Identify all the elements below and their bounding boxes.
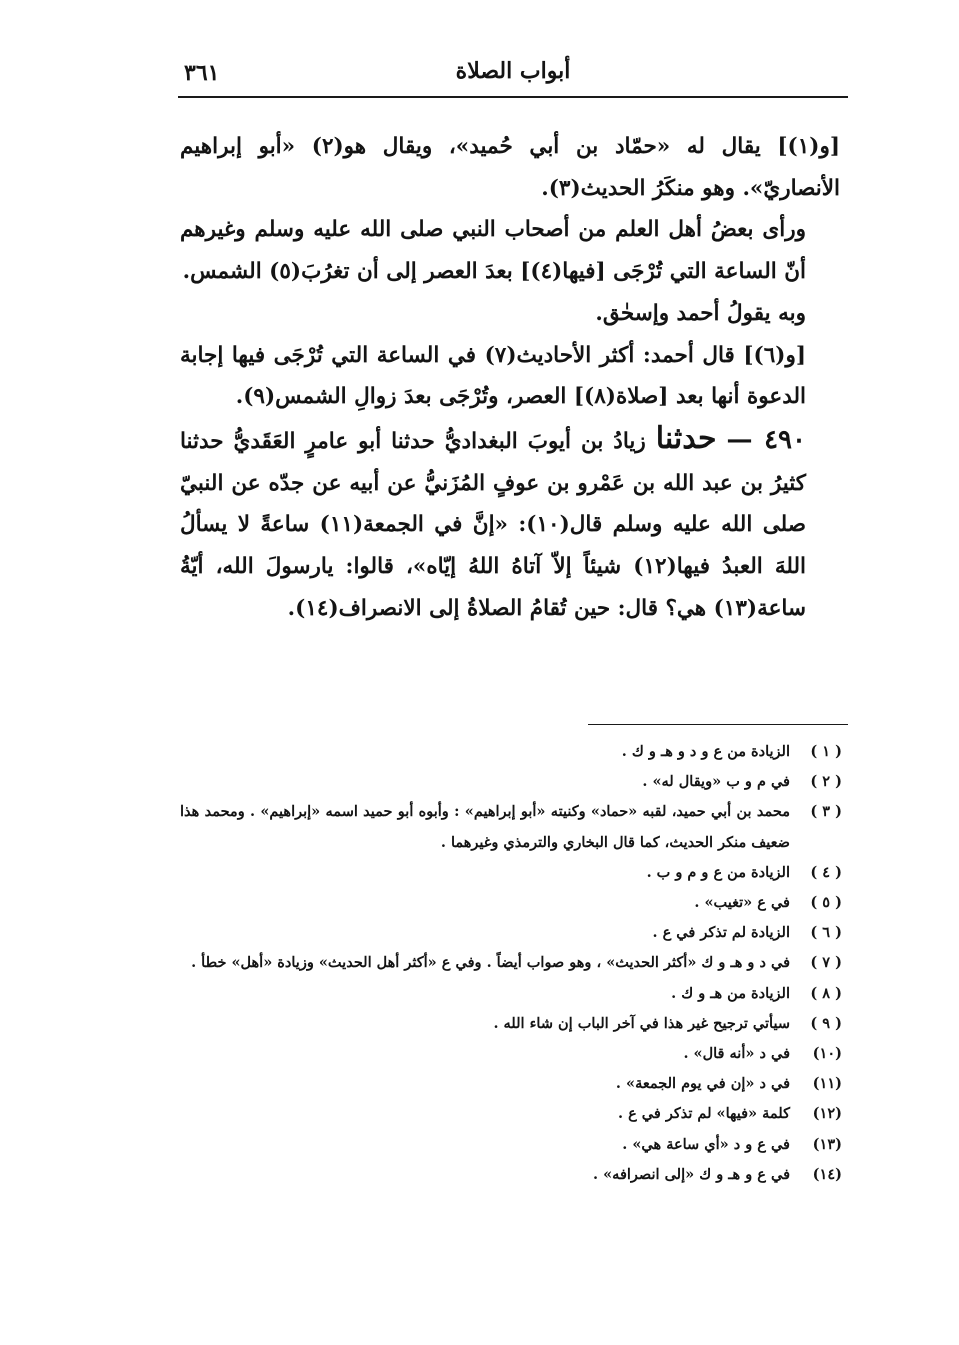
footnote-number: ( ٥ ) [810,894,842,912]
footnote-number: (١١) [812,1075,842,1093]
footnote-divider [588,724,848,725]
footnote-text: كلمة «فيها» لم تذكر في ع . [617,1105,790,1123]
footnote-text: في ع و د «أي ساعة هي» . [622,1135,790,1153]
paragraph-2: ورأى بعضُ أهل العلم من أصحاب النبي صلى الله عليه وسلم وغيرهم أنّ الساعة التي تُرْجَى [فيها(٤)] بعدَ العصر إلى أن تغرُبَ(٥) الشمس. [180,217,806,285]
footnote-item [180,858,842,888]
footnote-text: في ع و هـ و ك «إلى انصرافه» . [593,1165,790,1183]
footnote-item [180,737,842,767]
footnote-number: ( ٦ ) [810,924,842,942]
footnote-text: سيأتي ترجيح غير هذا في آخر الباب إن شاء الله . [493,1014,790,1032]
footnote-text: في د «إن في يوم الجمعة» . [615,1075,790,1093]
footnote-number: ( ٧ ) [810,954,842,972]
footnote-item [180,918,842,948]
footnote-text: في د «أنه قال» . [683,1045,790,1063]
footnote-number: ( ٤ ) [810,863,842,881]
footnote-text: الزيادة لم تذكر في ع . [652,924,790,942]
footnote-text: في ع «تغيب» . [694,894,790,912]
footnote-number: (١٠) [812,1045,842,1063]
paragraph-4: [و(٦)] قال أحمد: أكثر الأحاديث(٧) في الساعة التي تُرْجَى فيها إجابة الدعوة أنها بعد [صلاة(٨)] العصر، وتُرْجَى بعدَ زوالِ الشمس(٩). [180,342,806,410]
footnote-item [180,767,842,797]
footnote-item [180,1039,842,1069]
footnote-number: (١٤) [812,1165,842,1183]
footnote-item [180,888,842,918]
footnote-item [180,1009,842,1039]
footnote-item [180,1130,842,1160]
footnote-text: في م و ب «ويقال له» . [642,773,790,791]
hadith-text: زيادُ بن أيوبَ البغداديُّ حدثنا أبو عامرٍ العَقَديُّ حدثنا كثيرُ بن عبد الله بن عَمْرو بن عوفٍ المُزَنيُّ عن أبيه عن جدّه عن النبيّ صلى الله عليه وسلم قال(١٠): «إنَّ في الجمعة(١١) ساعةً لا يسألُ اللهَ العبدُ فيها(١٢) شيئاً إلاّ آتاهُ اللهُ إيّاه»، قالوا: يارسولَ الله، أيّةُ ساعة(١٣) هي؟ قال: حين تُقامُ الصلاةُ إلى الانصراف(١٤). [180,428,806,621]
footnote-text: الزيادة من هـ و ك . [671,984,790,1002]
main-text [180,126,840,629]
footnote-number: (١٣) [812,1135,842,1153]
footnote-item [180,797,842,857]
footnote-item [180,948,842,978]
page-number: ٣٦١ [184,60,220,86]
paragraph-3: وبه يقولُ أحمد وإسحٰق. [595,300,806,326]
footnote-item [180,1099,842,1129]
hadith-number: ٤٩٠ — [726,424,806,455]
header-divider [178,96,848,98]
footnote-text: الزيادة من ع و د و هـ و ك . [621,743,790,760]
footnote-number: ( ٨ ) [810,984,842,1002]
footnotes [180,737,842,1190]
chapter-title: أبواب الصلاة [455,58,571,84]
footnote-text: في د و هـ و ك «أكثر الحديث» ، وهو صواب أيضاً . وفي ع «أكثر أهل الحديث» وزيادة «أهل» خطأ . [191,954,790,972]
footnote-number: ( ٢ ) [810,773,842,791]
footnote-number: ( ٣ ) [810,803,842,821]
footnote-item [180,1160,842,1190]
page-header [178,52,848,96]
paragraph-1: [و(١)] يقال له «حمّاد بن أبي حُميد»، ويقال هو(٢) «أبو إبراهيم الأنصاريّ». وهو منكَرُ الحديث(٣). [180,134,840,201]
footnote-item [180,979,842,1009]
hadith-keyword: حدثنا [655,420,717,456]
footnote-item [180,1069,842,1099]
footnote-number: ( ٩ ) [810,1014,842,1032]
footnote-number: ( ١ ) [810,743,842,760]
footnote-number: (١٢) [812,1105,842,1123]
footnote-text: الزيادة من ع و م و ب . [646,863,790,881]
hadith-paragraph [180,418,840,630]
footnote-text: محمد بن أبي حميد، لقبه «حماد» وكنيته «أبو إبراهيم» : وأبوه أبو حميد اسمه «إبراهيم» . ومحمد هذا ضعيف منكر الحديث، كما قال البخاري والترمذي وغيرهما . [180,803,790,851]
